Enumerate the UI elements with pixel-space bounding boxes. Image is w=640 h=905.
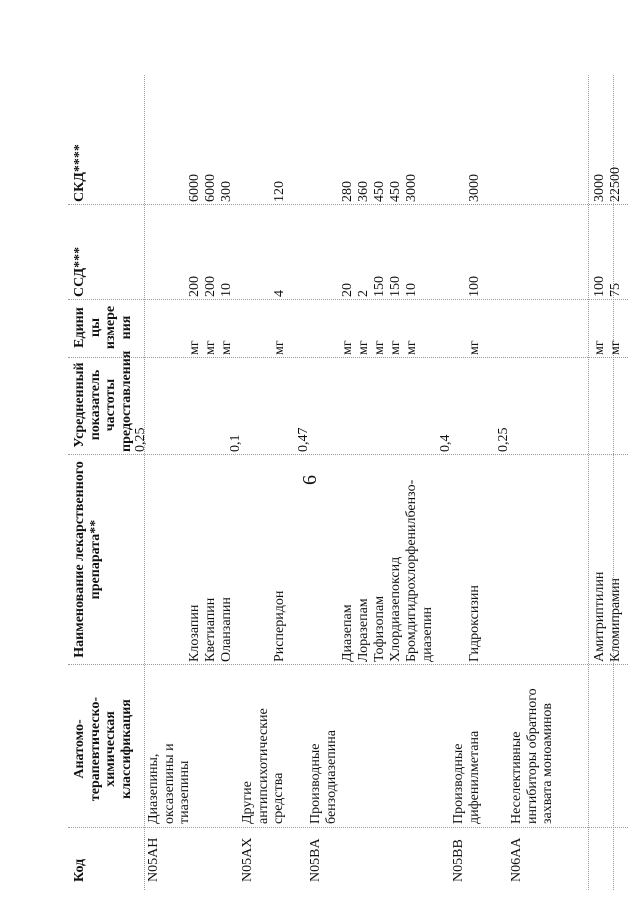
drug-skd: 22500 (608, 167, 623, 202)
drug-name: Оланзапин (219, 597, 234, 662)
column-divider (68, 204, 628, 205)
column-divider (68, 299, 628, 300)
drug-table-frame (68, 75, 628, 890)
row-atc (240, 708, 287, 824)
header-avg-line: Усредненный (72, 362, 87, 448)
drug-skd: 3000 (592, 174, 607, 202)
drug-skd: 6000 (187, 174, 202, 202)
row-avg: 0,4 (438, 434, 453, 452)
drug-name: Амитриптилин (592, 571, 607, 662)
atc-line: тиазепины (177, 760, 192, 824)
drug-name: Клозапин (187, 604, 202, 662)
drug-ssd: 100 (592, 276, 607, 297)
drug-skd: 6000 (203, 174, 218, 202)
row-avg: 0,25 (133, 427, 148, 452)
row-divider (588, 75, 589, 890)
row-avg: 0,1 (228, 434, 243, 452)
atc-line: оксазепины и (161, 743, 177, 824)
drug-name-line: Бромдигидрохлорфенилбензо- (404, 479, 419, 662)
drug-unit: мг (340, 340, 355, 355)
drug-unit: мг (404, 340, 419, 355)
header-atc-line: Анатомо- (72, 719, 87, 779)
drug-ssd: 4 (272, 290, 287, 297)
atc-line: Другие (240, 781, 255, 824)
drug-ssd: 200 (187, 276, 202, 297)
header-avg-line: частоты (103, 378, 118, 432)
drug-skd: 280 (340, 181, 355, 202)
drug-skd: 300 (219, 181, 234, 202)
atc-line: бензодиазепина (323, 730, 339, 824)
header-units (72, 300, 134, 355)
drug-name (404, 480, 435, 662)
drug-ssd: 10 (404, 283, 419, 297)
row-atc (509, 688, 556, 824)
column-divider (68, 454, 628, 455)
row-avg: 0,25 (496, 427, 511, 452)
row-code: N05AX (240, 837, 255, 882)
row-avg: 0,47 (296, 427, 311, 452)
drug-name: Гидроксизин (467, 585, 482, 662)
drug-name: Лоразепам (356, 598, 371, 662)
drug-skd: 450 (372, 181, 387, 202)
atc-line: Диазепины, (146, 753, 161, 824)
drug-ssd: 20 (340, 283, 355, 297)
row-code: N05AH (146, 837, 161, 882)
drug-name: Диазепам (340, 604, 355, 662)
atc-line: захвата моноаминов (540, 702, 555, 824)
atc-line: Производные (451, 743, 466, 824)
header-avg-line: предоставления (118, 350, 134, 452)
header-unit-line: Едини (72, 307, 87, 348)
header-drug-name (72, 457, 103, 662)
drug-unit: мг (187, 340, 202, 355)
drug-name: Рисперидон (272, 590, 287, 662)
row-code: N06AA (509, 837, 524, 882)
drug-ssd: 150 (388, 276, 403, 297)
header-avg-frequency (72, 350, 134, 452)
drug-skd: 450 (388, 181, 403, 202)
drug-skd: 3000 (404, 174, 419, 202)
header-atc-line: химическая (103, 711, 118, 787)
row-code: N05BA (308, 838, 323, 882)
drug-ssd: 75 (608, 283, 623, 297)
header-drug-line: Наименование лекарственного (72, 461, 87, 658)
drug-table (68, 75, 628, 890)
drug-skd: 120 (272, 181, 287, 202)
column-divider (68, 357, 628, 358)
header-ssd: ССД*** (72, 246, 87, 297)
drug-name: Кветиапин (203, 597, 218, 662)
drug-unit: мг (219, 340, 234, 355)
header-code: Код (72, 858, 87, 882)
row-atc (451, 731, 482, 824)
page-number: 6 (299, 475, 321, 485)
drug-ssd: 150 (372, 276, 387, 297)
drug-ssd: 100 (467, 276, 482, 297)
row-atc (146, 743, 193, 824)
drug-unit: мг (388, 340, 403, 355)
header-unit-line: цы (87, 318, 103, 337)
atc-line: Неселективные (509, 731, 524, 824)
drug-ssd: 200 (203, 276, 218, 297)
drug-name-line: диазепин (419, 606, 435, 662)
drug-name: Тофизопам (372, 595, 387, 662)
row-code: N05BB (451, 839, 466, 882)
drug-name: Хлордиазепоксид (388, 556, 403, 662)
atc-line: дифенилметана (466, 730, 482, 824)
column-divider (68, 664, 628, 665)
header-atc-line: классификация (118, 699, 134, 799)
drug-unit: мг (592, 340, 607, 355)
drug-unit: мг (467, 340, 482, 355)
drug-unit: мг (203, 340, 218, 355)
header-skd: СКД**** (72, 144, 87, 202)
drug-unit: мг (272, 340, 287, 355)
header-unit-line: ния (118, 315, 134, 340)
atc-line: Производные (308, 743, 323, 824)
atc-line: антипсихотические (255, 708, 271, 824)
header-atc (72, 674, 134, 824)
drug-unit: мг (372, 340, 387, 355)
header-row-divider (144, 75, 145, 890)
row-atc (308, 730, 339, 824)
drug-ssd: 10 (219, 283, 234, 297)
header-atc-line: терапевтическо- (87, 696, 103, 802)
drug-skd: 360 (356, 181, 371, 202)
drug-name: Кломипрамин (608, 578, 623, 662)
header-avg-line: показатель (87, 369, 103, 441)
atc-line: ингибиторы обратного (524, 688, 540, 824)
atc-line: средства (271, 772, 286, 824)
drug-skd: 3000 (467, 174, 482, 202)
drug-ssd: 2 (356, 290, 371, 297)
column-divider (68, 827, 628, 828)
header-drug-line: препарата** (87, 519, 103, 600)
drug-unit: мг (356, 340, 371, 355)
drug-unit: мг (608, 340, 623, 355)
header-unit-line: измере (103, 305, 118, 350)
